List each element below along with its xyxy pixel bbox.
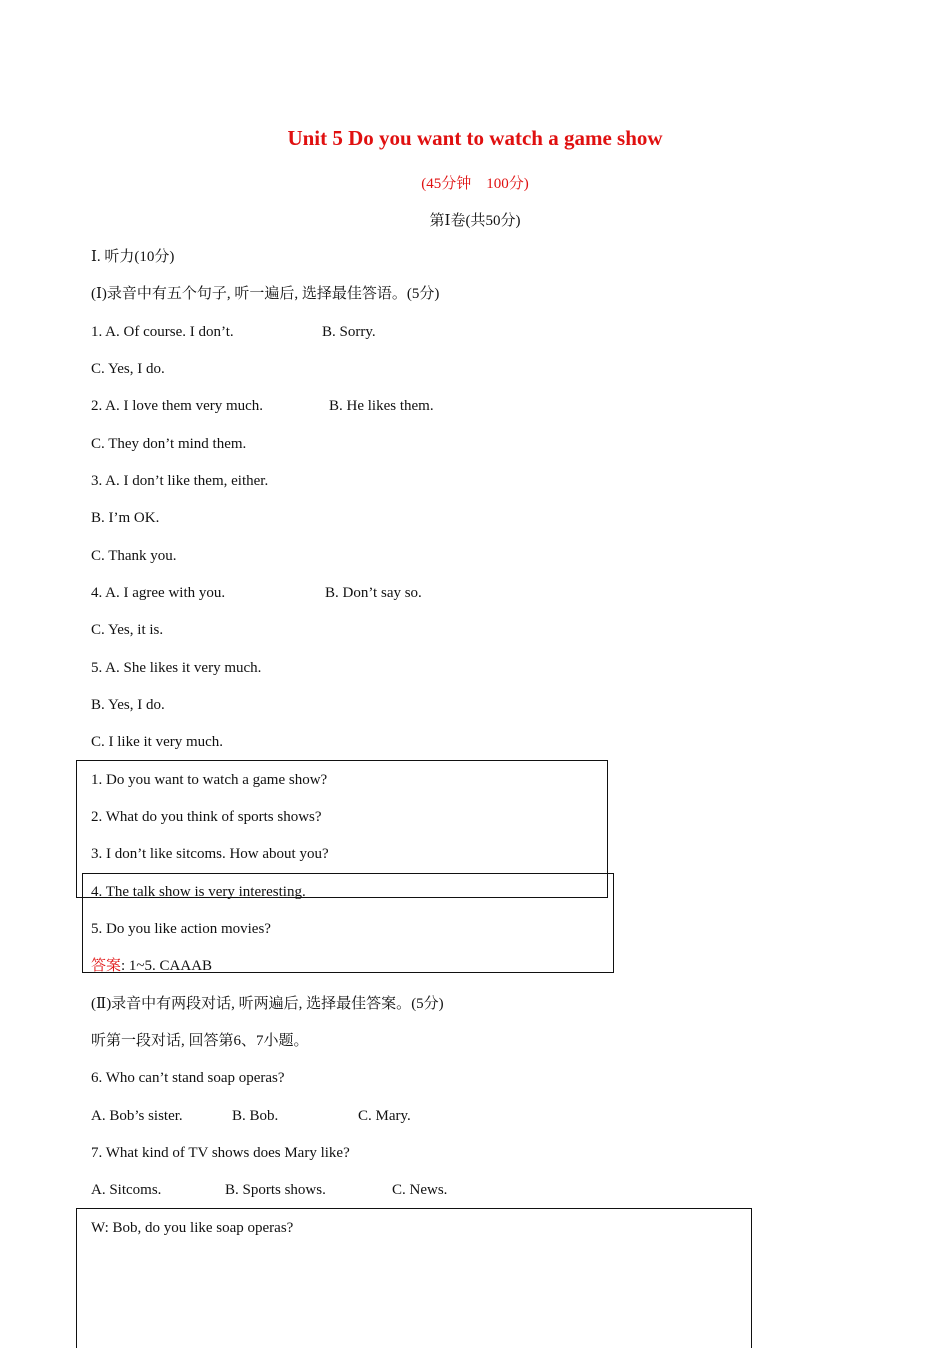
time-score-info: (45分钟 100分) (421, 176, 529, 192)
question-1-option-c: C. Yes, I do. (91, 361, 165, 377)
document-title: Unit 5 Do you want to watch a game show (287, 126, 663, 150)
question-7-option-a: A. Sitcoms. (91, 1182, 162, 1198)
question-1-option-a (91, 322, 376, 342)
instruction-part-2: (Ⅱ)录音中有两段对话, 听两遍后, 选择最佳答案。(5分) (91, 996, 444, 1012)
instruction-part-1: (Ⅰ)录音中有五个句子, 听一遍后, 选择最佳答语。(5分) (91, 286, 440, 302)
question-6-options (91, 1106, 411, 1126)
question-1-option-b: B. Sorry. (322, 324, 376, 340)
question-5-option-c: C. I like it very much. (91, 734, 224, 750)
script-line-1: 1. Do you want to watch a game show? (91, 772, 328, 788)
question-6-option-c: C. Mary. (358, 1108, 411, 1124)
question-7-option-c: C. News. (392, 1182, 448, 1198)
part-heading-listening: Ⅰ. 听力(10分) (91, 249, 175, 265)
question-7-option-b: B. Sports shows. (225, 1182, 326, 1198)
option-text: 2. A. I love them very much. (91, 398, 264, 414)
script-line-5: 5. Do you like action movies? (91, 921, 271, 937)
dialog-1-intro: 听第一段对话, 回答第6、7小题。 (91, 1033, 309, 1049)
question-2-option-a (91, 396, 434, 416)
question-2-option-c: C. They don’t mind them. (91, 436, 247, 452)
option-text: 1. A. Of course. I don’t. (91, 324, 234, 340)
script-line-2: 2. What do you think of sports shows? (91, 809, 322, 825)
dialog-line-1: W: Bob, do you like soap operas? (91, 1220, 294, 1236)
question-4-option-b: B. Don’t say so. (325, 585, 422, 601)
question-7-stem: 7. What kind of TV shows does Mary like? (91, 1145, 350, 1161)
question-3-option-a: 3. A. I don’t like them, either. (91, 473, 269, 489)
script-line-3: 3. I don’t like sitcoms. How about you? (91, 846, 329, 862)
question-6-option-a: A. Bob’s sister. (91, 1108, 183, 1124)
script-line-4: 4. The talk show is very interesting. (91, 884, 306, 900)
question-7-options (91, 1180, 448, 1200)
question-3-option-c: C. Thank you. (91, 548, 177, 564)
answer-label: 答案 (91, 958, 122, 974)
question-6-stem: 6. Who can’t stand soap operas? (91, 1070, 285, 1086)
question-2-option-b: B. He likes them. (329, 398, 434, 414)
question-5-option-b: B. Yes, I do. (91, 697, 165, 713)
option-text: 4. A. I agree with you. (91, 585, 226, 601)
answer-value: : 1~5. CAAAB (121, 958, 213, 974)
question-4-option-a (91, 583, 422, 603)
answer-line (91, 956, 212, 976)
question-4-option-c: C. Yes, it is. (91, 622, 164, 638)
question-6-option-b: B. Bob. (232, 1108, 279, 1124)
question-3-option-b: B. I’m OK. (91, 510, 160, 526)
section-title: 第Ⅰ卷(共50分) (429, 213, 521, 229)
question-5-option-a: 5. A. She likes it very much. (91, 660, 262, 676)
